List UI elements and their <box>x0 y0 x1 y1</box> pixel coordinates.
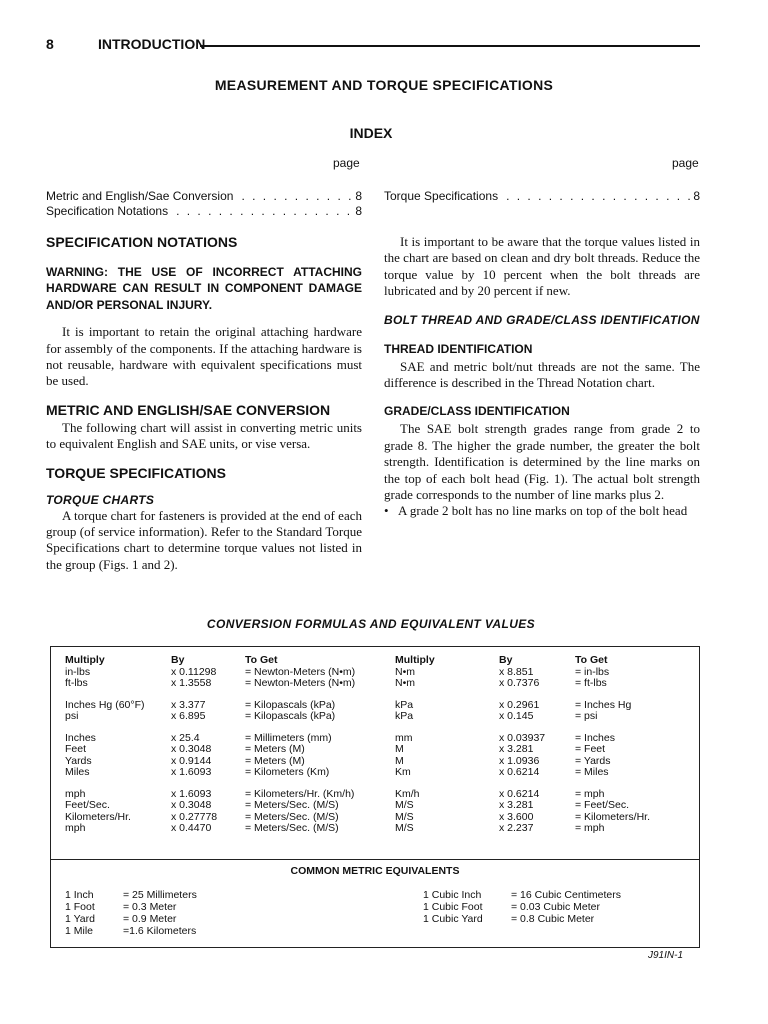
list-item <box>65 925 197 937</box>
table-cell: M <box>395 754 404 767</box>
table-cell: x 0.6214 <box>499 766 540 778</box>
column-header: To Get <box>245 654 278 666</box>
index-page-label-left: page <box>333 156 360 170</box>
table-cell: N•m <box>395 665 416 678</box>
column-header: To Get <box>575 654 608 666</box>
table-cell: x 0.27778 <box>171 810 218 823</box>
table-cell: Inches Hg (60°F) <box>65 698 145 711</box>
table-cell: = Kilometers (Km) <box>245 766 330 778</box>
table-cell: x 0.3048 <box>171 743 212 755</box>
table-row <box>65 678 685 690</box>
table-cell: = Newton-Meters (N•m) <box>245 677 356 689</box>
table-cell: = Inches Hg <box>575 698 632 711</box>
table-cell: M/S <box>395 822 414 834</box>
torque-specs-heading: TORQUE SPECIFICATIONS <box>46 464 226 481</box>
index-title: INDEX <box>349 125 393 141</box>
table-cell: x 2.237 <box>499 822 534 834</box>
thread-identification-paragraph: SAE and metric bolt/nut threads are not the same. The difference is described in the Thread Notation chart. <box>384 358 700 391</box>
table-cell: = Meters (M) <box>245 743 305 755</box>
table-row <box>65 744 685 756</box>
table-cell: = Kilometers/Hr. <box>575 810 650 823</box>
equivalent-value: = 25 Millimeters <box>123 889 197 901</box>
table-cell: Feet <box>65 743 87 755</box>
header-rule <box>200 45 700 47</box>
table-cell: = Inches <box>575 731 615 744</box>
table-cell: N•m <box>395 677 416 689</box>
equivalent-value: = 0.8 Cubic Meter <box>511 913 595 925</box>
index-entry-label: Torque Specifications <box>384 189 499 203</box>
column-header: Multiply <box>65 654 105 666</box>
column-header: Multiply <box>395 654 435 666</box>
bullet-icon: • <box>384 503 389 519</box>
torque-charts-paragraph: A torque chart for fasteners is provided at the end of each group (of service information). Refer to the Standard Torque Specifications chart to determine torque values not listed in the group (Figs. 1 and 2). <box>46 507 362 572</box>
column-header: By <box>499 654 513 666</box>
table-cell: Km <box>395 766 411 778</box>
table-cell: x 1.6093 <box>171 787 212 800</box>
grade-identification-heading: GRADE/CLASS IDENTIFICATION <box>384 404 570 419</box>
table-cell: x 3.377 <box>171 698 206 711</box>
warning-text: WARNING: THE USE OF INCORRECT ATTACHING HARDWARE CAN RESULT IN COMPONENT DAMAGE AND/OR PERSONAL INJURY. <box>46 265 362 312</box>
index-entry[interactable] <box>46 204 362 219</box>
equivalent-unit: 1 Foot <box>65 901 95 913</box>
table-cell: x 8.851 <box>499 665 534 678</box>
index-list-left <box>46 189 362 219</box>
table-cell: = mph <box>575 822 605 834</box>
table-header-row <box>65 655 685 667</box>
table-row <box>65 767 685 779</box>
table-cell: M <box>395 743 404 755</box>
table-cell: x 0.11298 <box>171 665 217 678</box>
table-cell: psi <box>65 710 79 722</box>
table-cell: = Yards <box>575 754 611 767</box>
table-cell: x 0.4470 <box>171 822 212 834</box>
list-item <box>65 889 197 901</box>
page-title: MEASUREMENT AND TORQUE SPECIFICATIONS <box>214 77 554 93</box>
metric-conversion-heading: METRIC AND ENGLISH/SAE CONVERSION <box>46 401 331 418</box>
list-item <box>384 503 700 519</box>
list-item <box>423 889 621 901</box>
list-item <box>65 913 197 925</box>
table-cell: = mph <box>575 787 605 800</box>
torque-values-paragraph: It is important to be aware that the torque values listed in the chart are based on clean and dry bolt threads. Reduce the torque value by 10 percent when the bolt threads are lubricated and by 20 percent if new. <box>384 234 700 299</box>
table-cell: Yards <box>65 754 92 767</box>
index-list-right <box>384 189 700 204</box>
table-row <box>65 711 685 723</box>
table-cell: = psi <box>575 710 598 722</box>
leader-dots <box>176 204 353 219</box>
leader-dots <box>241 189 353 204</box>
table-cell: x 0.9144 <box>171 754 212 767</box>
page-number: 8 <box>46 36 54 52</box>
table-cell: = Miles <box>575 766 609 778</box>
table-cell: = Kilopascals (kPa) <box>245 698 336 711</box>
table-cell: = ft-lbs <box>575 677 607 689</box>
index-page-label-right: page <box>672 156 699 170</box>
row-spacer <box>65 723 685 733</box>
table-cell: mph <box>65 787 86 800</box>
table-cell: x 1.3558 <box>171 677 212 689</box>
index-entry-page: 8 <box>355 204 362 218</box>
section-name: INTRODUCTION <box>98 36 206 52</box>
table-cell: Feet/Sec. <box>65 799 110 811</box>
equivalent-unit: 1 Mile <box>65 925 94 937</box>
row-spacer <box>65 779 685 789</box>
table-cell: x 0.6214 <box>499 787 540 800</box>
table-cell: Inches <box>65 731 96 744</box>
table-cell: x 3.600 <box>499 810 534 823</box>
table-cell: x 0.2961 <box>499 698 540 711</box>
equivalent-unit: 1 Cubic Yard <box>423 913 483 925</box>
table-cell: kPa <box>395 710 414 722</box>
list-item-text: A grade 2 bolt has no line marks on top of the bolt head <box>398 503 688 519</box>
list-item <box>423 901 621 913</box>
table-cell: Miles <box>65 766 90 778</box>
divider <box>51 859 699 860</box>
table-cell: x 0.03937 <box>499 731 546 744</box>
table-cell: = Feet/Sec. <box>575 799 629 811</box>
table-cell: = Millimeters (mm) <box>245 731 332 744</box>
equivalent-value: = 0.9 Meter <box>123 913 177 925</box>
table-cell: = in-lbs <box>575 665 610 678</box>
torque-charts-heading: TORQUE CHARTS <box>46 492 155 507</box>
table-cell: x 1.6093 <box>171 766 212 778</box>
spec-notations-paragraph: It is important to retain the original attaching hardware for assembly of the components. If the attaching hardware is not reusable, hardware with equivalent specifications must be used. <box>46 324 362 389</box>
conversion-table <box>65 655 685 835</box>
table-cell: = Meters/Sec. (M/S) <box>245 799 339 811</box>
table-cell: x 0.3048 <box>171 799 212 811</box>
running-header <box>46 36 700 56</box>
figure-title: CONVERSION FORMULAS AND EQUIVALENT VALUES <box>206 617 536 631</box>
table-cell: Km/h <box>395 787 420 800</box>
equivalents-list-left <box>65 889 197 937</box>
table-cell: mm <box>395 731 413 744</box>
table-cell: = Meters/Sec. (M/S) <box>245 822 339 834</box>
equivalent-value: =1.6 Kilometers <box>123 925 197 937</box>
equivalents-list-right <box>423 889 621 925</box>
table-row <box>65 800 685 812</box>
row-spacer <box>65 690 685 700</box>
equivalent-unit: 1 Yard <box>65 913 95 925</box>
index-entry-page: 8 <box>355 189 362 203</box>
index-entry[interactable] <box>384 189 700 204</box>
table-cell: x 3.281 <box>499 743 534 755</box>
table-cell: = Meters (M) <box>245 754 305 767</box>
left-column <box>46 234 362 573</box>
table-cell: x 1.0936 <box>499 754 540 767</box>
equivalents-title: COMMON METRIC EQUIVALENTS <box>290 865 460 877</box>
table-cell: mph <box>65 822 86 834</box>
equivalent-unit: 1 Cubic Foot <box>423 901 483 913</box>
table-cell: x 0.7376 <box>499 677 540 689</box>
table-cell: = Kilometers/Hr. (Km/h) <box>245 787 355 800</box>
right-column <box>384 234 700 520</box>
equivalent-value: = 0.3 Meter <box>123 901 177 913</box>
table-cell: kPa <box>395 698 414 711</box>
spec-notations-heading: SPECIFICATION NOTATIONS <box>46 234 238 250</box>
grade-identification-paragraph: The SAE bolt strength grades range from grade 2 to grade 8. The higher the grade number, the greater the bolt strength. Identification is determined by the line marks on the top of each bolt head (Fig. 1). The actual bolt strength grade corresponds to the number of line marks plus 2. <box>384 421 700 503</box>
table-cell: = Kilopascals (kPa) <box>245 710 336 722</box>
index-entry-page: 8 <box>693 189 700 203</box>
index-entry[interactable] <box>46 189 362 204</box>
list-item <box>423 913 621 925</box>
index-entry-label: Specification Notations <box>46 204 169 218</box>
equivalent-value: = 16 Cubic Centimeters <box>511 889 622 901</box>
equivalent-value: = 0.03 Cubic Meter <box>511 901 601 913</box>
table-cell: M/S <box>395 810 414 823</box>
metric-conversion-paragraph: The following chart will assist in converting metric units to equivalent English and SAE units, or vise versa. <box>46 419 362 452</box>
table-cell: x 0.145 <box>499 710 534 722</box>
leader-dots <box>506 189 691 204</box>
table-cell: Kilometers/Hr. <box>65 810 131 823</box>
table-cell: M/S <box>395 799 414 811</box>
table-cell: ft-lbs <box>65 677 88 689</box>
conversion-figure <box>50 646 700 948</box>
table-cell: in-lbs <box>65 665 91 678</box>
table-cell: x 3.281 <box>499 799 534 811</box>
thread-identification-heading: THREAD IDENTIFICATION <box>384 341 533 356</box>
column-header: By <box>171 654 185 666</box>
table-cell: = Feet <box>575 743 606 755</box>
bolt-thread-heading: BOLT THREAD AND GRADE/CLASS IDENTIFICATION <box>384 312 700 327</box>
list-item <box>65 901 197 913</box>
table-cell: = Newton-Meters (N•m) <box>245 665 356 678</box>
index-entry-label: Metric and English/Sae Conversion <box>46 189 234 203</box>
table-row <box>65 823 685 835</box>
table-cell: x 6.895 <box>171 710 206 722</box>
table-cell: = Meters/Sec. (M/S) <box>245 810 339 823</box>
figure-id: J91IN-1 <box>648 950 684 961</box>
equivalent-unit: 1 Inch <box>65 889 94 901</box>
equivalent-unit: 1 Cubic Inch <box>423 889 482 901</box>
table-cell: x 25.4 <box>171 731 200 744</box>
